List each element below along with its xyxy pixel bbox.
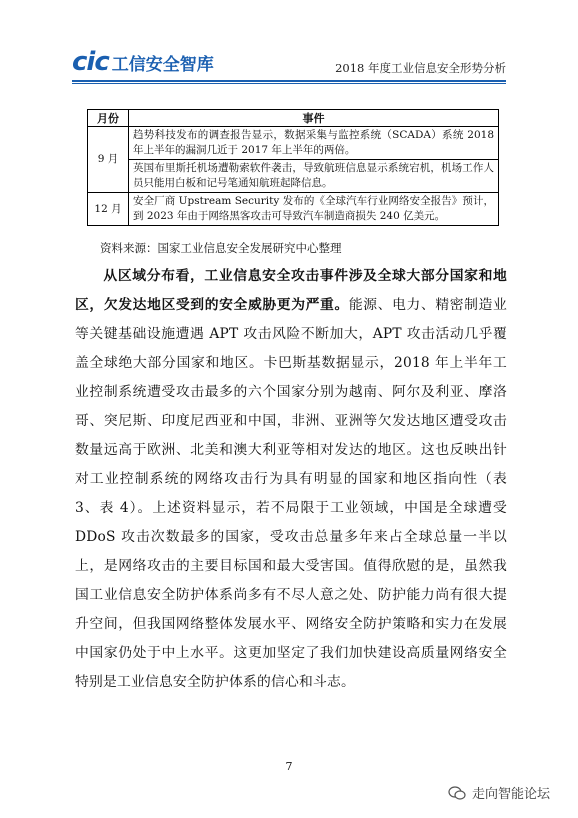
body-paragraph	[75, 262, 507, 697]
watermark-text: 走向智能论坛	[472, 787, 551, 802]
page-number: 7	[285, 760, 293, 773]
paragraph-lead: 从区域分布看，工业信息安全攻击事件涉及全球大部分国家和地区，欠发达地区受到的安全威胁更为严重。	[75, 268, 507, 313]
page-header	[0, 0, 578, 90]
column-header-event: 事件	[129, 110, 499, 127]
table-row	[88, 127, 499, 160]
wechat-icon	[448, 786, 466, 800]
logo-mark: cic	[72, 47, 109, 77]
column-header-month: 月份	[88, 110, 129, 127]
watermark	[448, 783, 550, 802]
event-cell: 英国布里斯托机场遭勒索软件袭击，导致航班信息显示系统宕机，机场工作人员只能用白板和记号笔通知航班起降信息。	[129, 160, 499, 193]
event-cell: 趋势科技发布的调查报告显示，数据采集与监控系统（SCADA）系统 2018 年上半年的漏洞几近于 2017 年上半年的两倍。	[129, 127, 499, 160]
header-divider-thin	[72, 83, 506, 84]
table-source-note: 资料来源：国家工业信息安全发展研究中心整理	[100, 241, 342, 255]
paragraph-body: 能源、电力、精密制造业等关键基础设施遭遇 APT 攻击风险不断加大，APT 攻击活动几乎覆盖全球绝大部分国家和地区。卡巴斯基数据显示，2018 年上半年工业控制系统遭受攻击最多的六个国家分别为越南、阿尔及利亚、摩洛哥、突尼斯、印度尼西亚和中国，非洲、亚洲等欠发达地区遭受攻击数量远高于欧洲、北美和澳大利亚等相对发达的地区。这也反映出针对工业控制系统的网络攻击行为具有明显的国家和地区指向性（表 3、表 4）。上述资料显示，若不局限于工业领域，中国是全球遭受 DDoS 攻击次数最多的国家，受攻击总量多年来占全球总量一半以上，是网络攻击的主要目标国和最大受害国。值得欣慰的是，虽然我国工业信息安全防护体系尚多有不尽人意之处、防护能力尚有很大提升空间，但我国网络整体发展水平、网络安全防护策略和实力在发展中国家仍处于中上水平。这更加坚定了我们加快建设高质量网络安全特别是工业信息安全防护体系的信心和斗志。	[75, 297, 507, 690]
logo	[72, 47, 214, 77]
event-cell: 安全厂商 Upstream Security 发布的《全球汽车行业网络安全报告》预计，到 2023 年由于网络黑客攻击可导致汽车制造商损失 240 亿美元。	[129, 193, 499, 226]
logo-text: 工信安全智库	[111, 54, 214, 75]
events-table	[87, 109, 499, 226]
table-row	[88, 193, 499, 226]
month-cell: 9 月	[88, 127, 129, 193]
header-title: 2018 年度工业信息安全形势分析	[335, 61, 506, 75]
header-divider	[72, 80, 506, 82]
table-header-row	[88, 110, 499, 127]
month-cell: 12 月	[88, 193, 129, 226]
table-row	[88, 160, 499, 193]
